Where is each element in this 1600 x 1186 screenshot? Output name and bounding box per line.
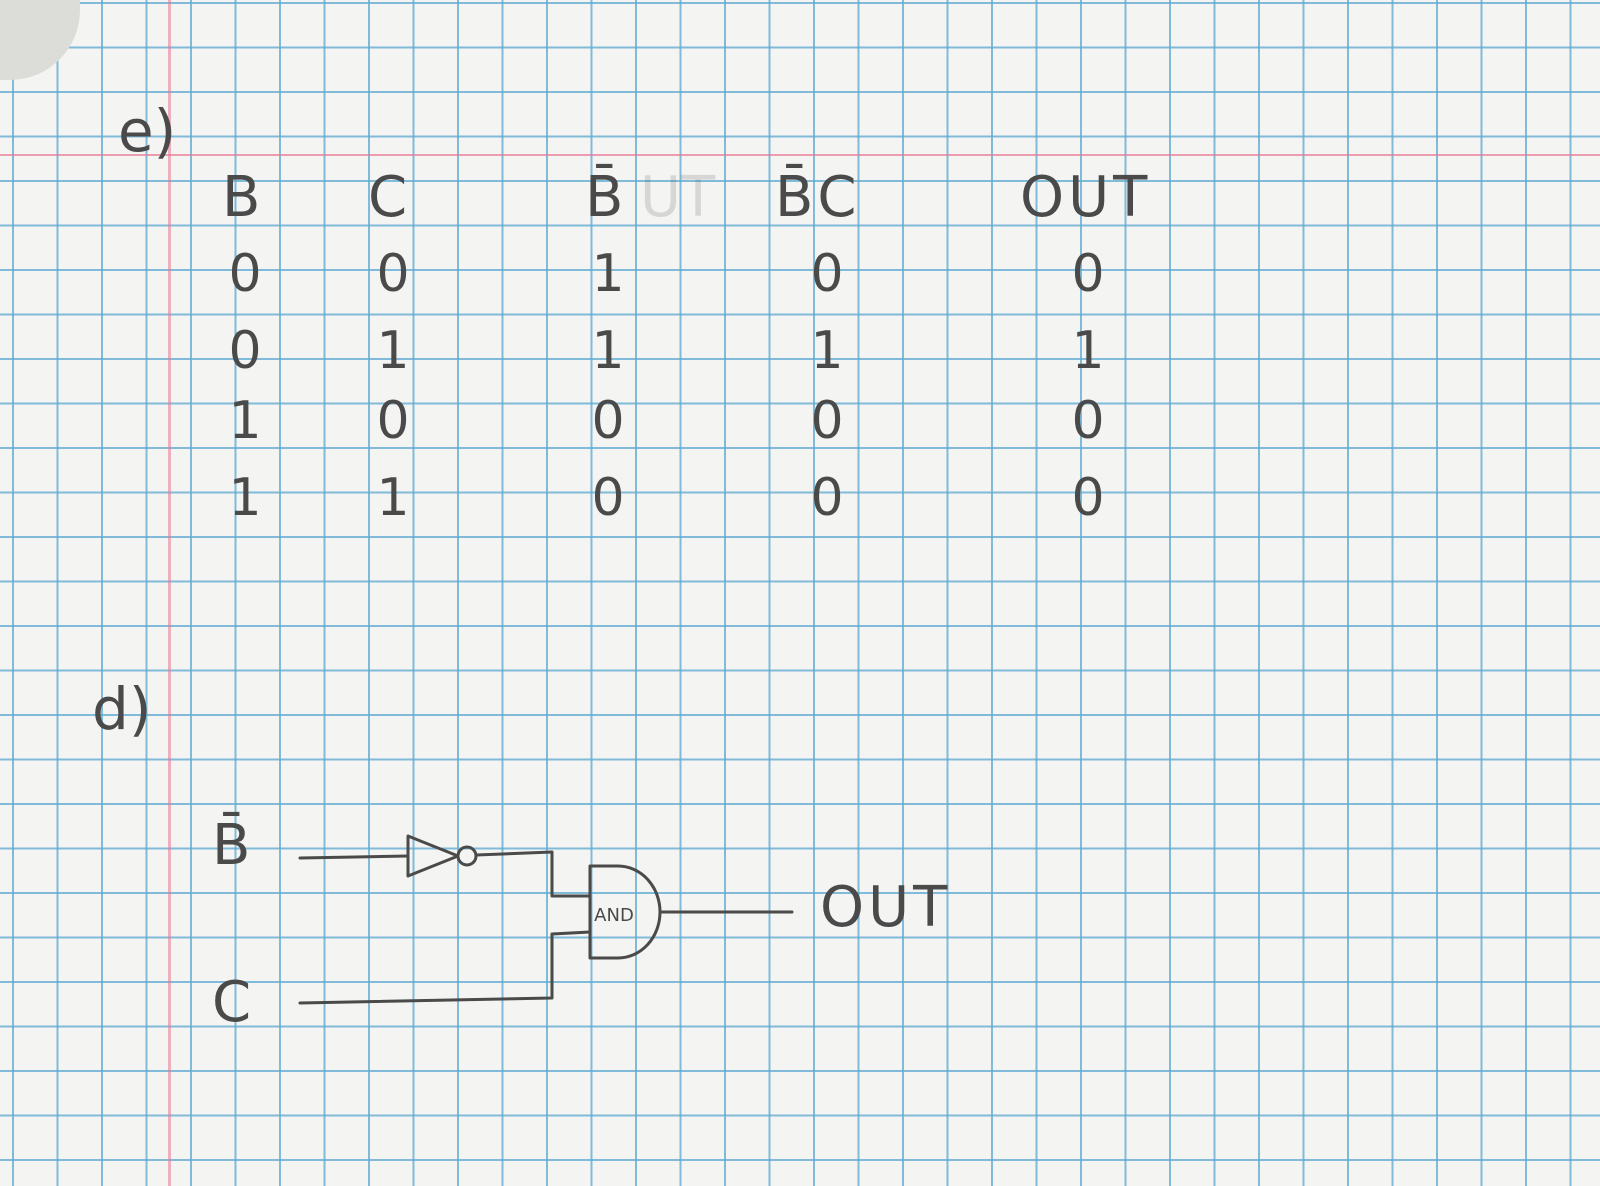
output-label: OUT [820,875,952,940]
and-gate-label: AND [594,905,634,926]
cell-c: 0 [376,244,410,304]
cell-c: 1 [376,321,410,381]
input-label-c: C [212,970,256,1035]
cell-b: 0 [228,244,262,304]
wire-not-to-and [476,852,590,896]
not-gate-icon [408,836,458,876]
cell-b-not-c: 0 [810,468,844,528]
section-label-e: e) [118,97,177,165]
cell-b: 0 [228,321,262,381]
cell-c: 0 [376,391,410,451]
cell-b-not: 0 [591,391,625,451]
cell-out: 0 [1071,468,1105,528]
cell-out: 0 [1071,244,1105,304]
cell-b-not: 1 [591,244,625,304]
header-b-not: B̄ [585,165,628,230]
input-label-b-not: B̄ [212,813,255,878]
cell-b-not-c: 0 [810,391,844,451]
cell-b-not: 0 [591,468,625,528]
not-bubble-icon [458,847,476,865]
header-c: C [368,165,412,230]
erased-mark: UT [640,165,716,230]
header-b-not-c: B̄C [775,165,861,230]
cell-b-not: 1 [591,321,625,381]
wire-c-in [300,932,590,1003]
section-label-d: d) [92,675,152,743]
cell-b-not-c: 1 [810,321,844,381]
cell-b-not-c: 0 [810,244,844,304]
wire-b-in [300,856,408,858]
header-b: B [222,165,265,230]
cell-out: 1 [1071,321,1105,381]
cell-b: 1 [228,468,262,528]
cell-c: 1 [376,468,410,528]
cell-out: 0 [1071,391,1105,451]
cell-b: 1 [228,391,262,451]
header-out: OUT [1020,165,1152,230]
